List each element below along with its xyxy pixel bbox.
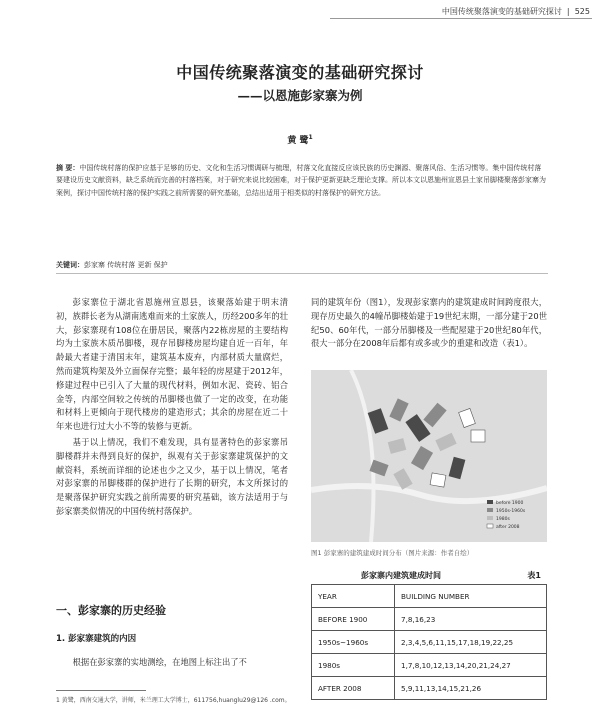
legend-label: 1950s-1960s (496, 509, 526, 514)
figure-1-caption: 图1 彭家寨的建筑建成时间分布（图片来源：作者自绘） (311, 549, 474, 557)
author-name: 黄 鹭 (287, 136, 309, 146)
table-cell: 1980s (312, 654, 395, 677)
table-cell: 1950s~1960s (312, 631, 395, 654)
paper-title: 中国传统聚落演变的基础研究探讨 (176, 63, 424, 82)
subsection-heading: 1. 彭家寨建筑的内因 (56, 634, 137, 644)
paragraph: 基于以上情况，我们不难发现，具有显著特色的彭家寨吊脚楼群并未得到良好的保护，纵观有关于彭家寨建筑保护的文献资料，系统而详细的论述也少之又少，基于以上情况，笔者对彭家寨的吊脚楼群的保护进行了长期的研究，本文所探讨的是聚落保护研究实践之前所需要的研究基础，该方法适用于与彭家寨类似情况的中国传统村落保护。 (56, 436, 288, 516)
paragraph: 根据在彭家寨的实地测绘，在地图上标注出了不 (72, 657, 247, 667)
table-cell: 1,7,8,10,12,13,14,20,21,24,27 (395, 654, 547, 677)
table-cell: AFTER 2008 (312, 677, 395, 700)
table-title: 彭家寨内建筑建成时间 (361, 571, 441, 580)
abstract-label: 摘 要： (56, 164, 80, 172)
body-right-column (311, 296, 547, 351)
paragraph: 彭家寨位于湖北省恩施州宣恩县，该聚落始建于明末清初，族群长老为从湖南逃难而来的土家族人，历经200多年的壮大，彭家寨现有108位在册居民，聚落内22栋房屋的主要结构均为土家族木质吊脚楼，现存吊脚楼房屋均建自近一百年，年龄最大者建于清国末年，建筑基本废弃，内部材质大量腐烂，然而建筑构架及外立面保存完整；最年轻的房屋建于2012年，修建过程中已引入了大量的现代材料，例如水泥、瓷砖、铝合金等，内部空间较之传统的吊脚楼也做了一定的改变，在功能和材料上更倾向于现代楼房的建造形式；其余的房屋在近二十年来也进行过大小不等的装修与更新。 (56, 297, 288, 432)
table-row (312, 631, 547, 654)
building-after-2008 (471, 430, 485, 442)
table-cell: 2,3,4,5,6,11,15,17,18,19,22,25 (395, 631, 547, 654)
section-heading: 一、彭家寨的历史经验 (56, 604, 166, 617)
abstract (56, 162, 548, 199)
table-row (312, 654, 547, 677)
table-row (312, 608, 547, 631)
table-header-cell: BUILDING NUMBER (395, 585, 547, 608)
body-left-column (56, 296, 288, 519)
footnote: 1 黄鹭，西南交通大学，讲师，米兰理工大学博士，611756,huanglu29@126 .com。 (56, 697, 291, 704)
legend-swatch (487, 524, 493, 528)
author (0, 133, 600, 146)
author-footnote-marker: 1 (308, 134, 313, 141)
abstract-text: 中国传统村落的保护应基于足够的历史、文化和生活习惯调研与梳理，村落文化直接反应该民族的历史渊源、聚落风俗、生活习惯等。集中国传统村落要建设历史文献资料，缺乏系统而完善的村落档案，对于研究来说比较困难，对于保护更新更缺乏理论支撑。所以本文以恩施州宣恩县土家吊脚楼聚落彭家寨为案例，探讨中国传统村落的保护实践之前所需要的研究基础，总结出适用于相类似的村落保护的研究方法。 (56, 164, 546, 197)
header-rule (330, 18, 592, 19)
paper-subtitle: ——以恩施彭家寨为例 (237, 88, 363, 103)
table-1 (311, 584, 547, 700)
body-left-column-end (56, 656, 288, 670)
table-header-row (312, 585, 547, 608)
keywords (56, 260, 548, 270)
running-header: 中国传统聚落演变的基础研究探讨 | 525 (441, 7, 590, 16)
legend-swatch (487, 516, 493, 520)
table-cell: BEFORE 1900 (312, 608, 395, 631)
footnote-rule (56, 690, 146, 691)
table-cell: 7,8,16,23 (395, 608, 547, 631)
running-title: 中国传统聚落演变的基础研究探讨 (441, 7, 562, 16)
paragraph: 同的建筑年份（图1），发现彭家寨内的建筑建成时间跨度很大，现存历史最久的4幢吊脚楼始建于19世纪末期，一部分建于20世纪50、60年代，一部分吊脚楼及一些配屋建于20世纪80年代，很大一部分在2008年后都有或多或少的重建和改造（表1）。 (311, 297, 547, 349)
legend-swatch (487, 508, 493, 512)
keywords-label: 关键词： (56, 261, 84, 269)
figure-1-map (311, 370, 547, 542)
legend-swatch (487, 500, 493, 504)
table-1-header (311, 570, 547, 581)
building-after-2008 (430, 473, 446, 487)
table-cell: 5,9,11,13,14,15,21,26 (395, 677, 547, 700)
table-header-cell: YEAR (312, 585, 395, 608)
table-label: 表1 (527, 571, 541, 580)
legend-label: before 1900 (496, 501, 524, 506)
keywords-text: 彭家寨 传统村落 更新 保护 (84, 261, 168, 269)
abstract-rule (56, 273, 548, 274)
page-number: 525 (574, 7, 590, 16)
legend-label: after 2008 (496, 525, 520, 530)
legend-label: 1980s (496, 517, 510, 522)
